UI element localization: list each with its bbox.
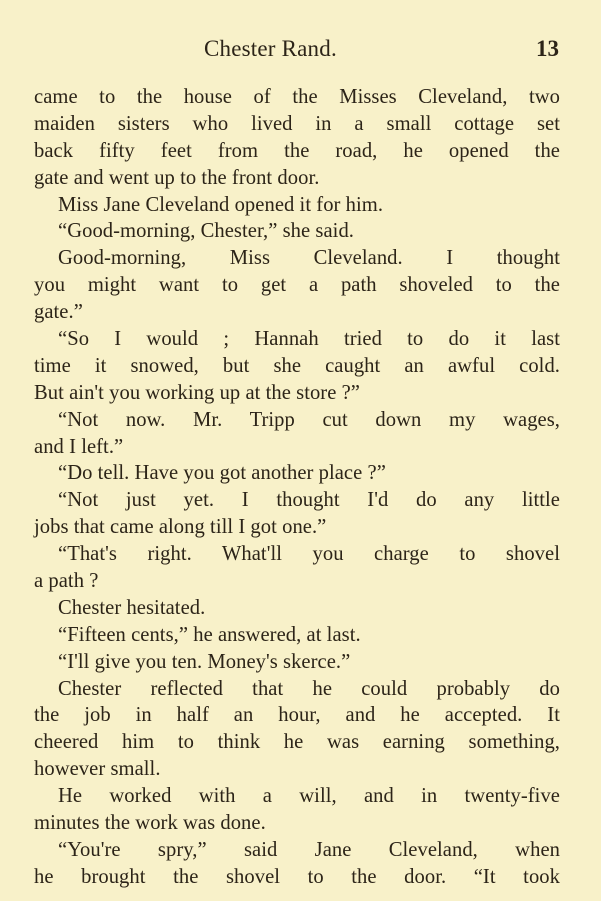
text-line: “Do tell. Have you got another place ?” bbox=[58, 462, 386, 485]
page-number: 13 bbox=[536, 36, 559, 61]
page-header bbox=[0, 36, 601, 70]
body-text bbox=[34, 84, 560, 891]
text-line: He worked with a will, and in twenty-five bbox=[58, 785, 560, 808]
text-line: “Good-morning, Chester,” she said. bbox=[58, 220, 354, 243]
text-line: time it snowed, but she caught an awful cold. bbox=[34, 354, 560, 377]
text-line: Chester reflected that he could probably do bbox=[58, 677, 560, 700]
running-head: Chester Rand. bbox=[204, 36, 337, 61]
text-line: “Not just yet. I thought I'd do any little bbox=[58, 489, 560, 512]
text-line: minutes the work was done. bbox=[34, 812, 266, 835]
text-line: the job in half an hour, and he accepted. It bbox=[34, 704, 560, 727]
text-line: “Not now. Mr. Tripp cut down my wages, bbox=[58, 408, 560, 431]
text-line: you might want to get a path shoveled to the bbox=[34, 274, 560, 297]
text-line: however small. bbox=[34, 758, 161, 781]
text-line: “Fifteen cents,” he answered, at last. bbox=[58, 623, 361, 646]
text-line: and I left.” bbox=[34, 435, 124, 458]
text-line: But ain't you working up at the store ?” bbox=[34, 381, 360, 404]
text-line: Chester hesitated. bbox=[58, 596, 206, 619]
text-line: Good-morning, Miss Cleveland. I thought bbox=[58, 247, 560, 270]
text-line: maiden sisters who lived in a small cottage set bbox=[34, 112, 560, 135]
text-line: he brought the shovel to the door. “It took bbox=[34, 865, 560, 888]
text-line: cheered him to think he was earning something, bbox=[34, 731, 560, 754]
text-line: “So I would ; Hannah tried to do it last bbox=[58, 328, 560, 351]
text-line: gate and went up to the front door. bbox=[34, 166, 320, 189]
text-line: jobs that came along till I got one.” bbox=[34, 516, 327, 539]
text-line: came to the house of the Misses Cleveland, two bbox=[34, 86, 560, 108]
text-line: Miss Jane Cleveland opened it for him. bbox=[58, 193, 384, 216]
text-line: back fifty feet from the road, he opened the bbox=[34, 139, 560, 162]
text-line: a path ? bbox=[34, 570, 99, 593]
text-line: “You're spry,” said Jane Cleveland, when bbox=[58, 838, 560, 861]
text-line: “That's right. What'll you charge to shovel bbox=[58, 543, 560, 566]
text-line: gate.” bbox=[34, 301, 83, 324]
text-line: “I'll give you ten. Money's skerce.” bbox=[58, 650, 351, 673]
